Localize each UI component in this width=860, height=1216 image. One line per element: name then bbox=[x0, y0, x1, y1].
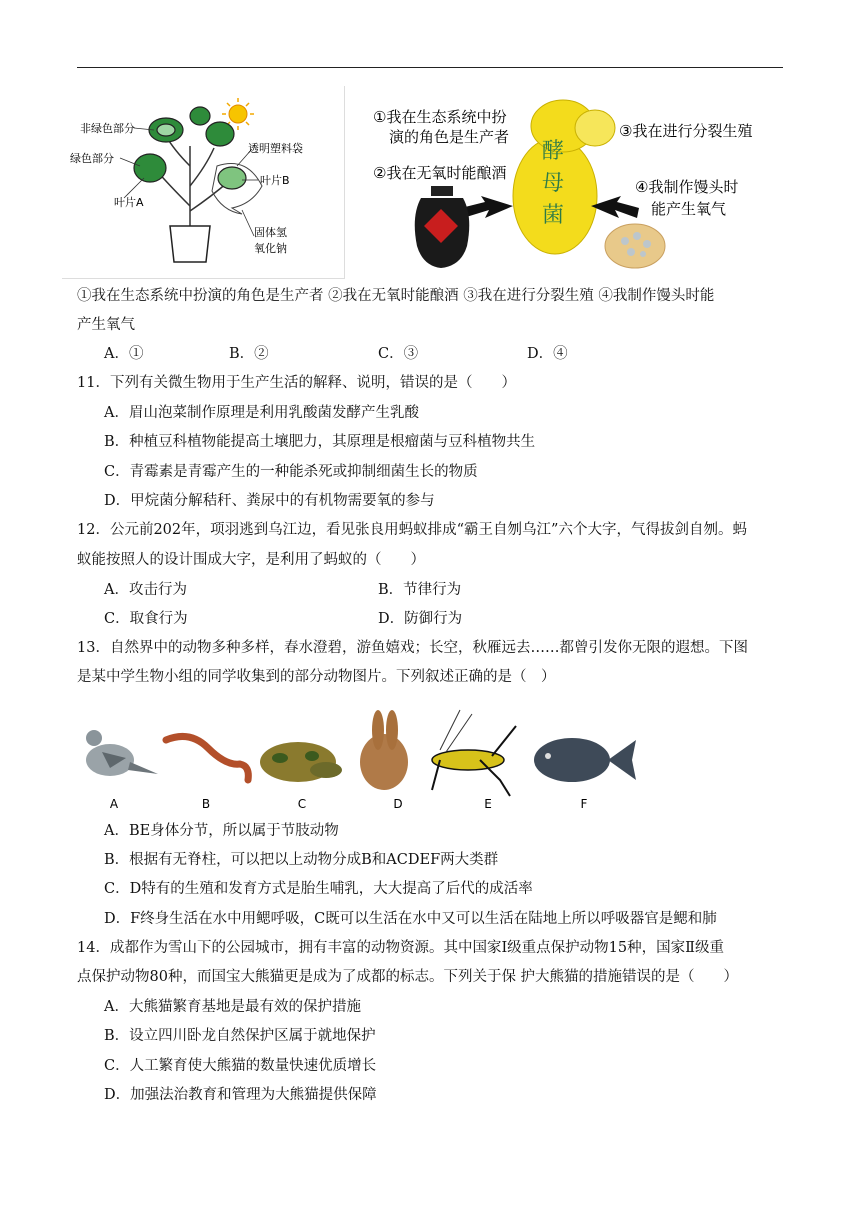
q11-option-a[interactable]: A．眉山泡菜制作原理是利用乳酸菌发酵产生乳酸 bbox=[104, 405, 419, 421]
animal-label-a: A bbox=[109, 797, 119, 811]
q13-option-a[interactable]: A．BE身体分节，所以属于节肢动物 bbox=[104, 823, 339, 839]
q14-stem-line1: 14．成都作为雪山下的公园城市，拥有丰富的动物资源。其中国家Ⅰ级重点保护动物15种，国家Ⅱ级重 bbox=[77, 940, 724, 956]
rabbit-icon bbox=[360, 710, 408, 790]
label-leafB: 叶片B bbox=[260, 174, 290, 187]
yeast-char-3: 菌 bbox=[541, 203, 565, 228]
q12-option-b[interactable]: B．节律行为 bbox=[378, 582, 462, 598]
yeast-char-2: 母 bbox=[541, 171, 565, 196]
yeast-statement-1b: 演的角色是生产者 bbox=[389, 128, 510, 146]
q10-statements-line1: ①我在生态系统中扮演的角色是生产者 ②我在无氧时能酿酒 ③我在进行分裂生殖 ④我制作馒头时能 bbox=[77, 288, 715, 304]
yeast-statement-3: ③我在进行分裂生殖 bbox=[619, 122, 753, 140]
header-rule bbox=[77, 67, 783, 68]
q11-stem: 11．下列有关微生物用于生产生活的解释、说明，错误的是（ ） bbox=[77, 375, 516, 391]
animal-label-b: B bbox=[201, 797, 211, 811]
q10-option-d[interactable]: D．④ bbox=[527, 346, 568, 362]
label-bag: 透明塑料袋 bbox=[248, 142, 303, 155]
fish-icon bbox=[534, 738, 636, 782]
steamed-bun-icon bbox=[605, 224, 665, 268]
q14-option-b[interactable]: B．设立四川卧龙自然保护区属于就地保护 bbox=[104, 1028, 376, 1044]
arrow-left-icon bbox=[461, 196, 513, 218]
yeast-statement-1a: ①我在生态系统中扮 bbox=[373, 108, 507, 126]
label-nongreen: 非绿色部分 bbox=[80, 122, 135, 135]
flower-pot bbox=[170, 226, 210, 262]
q12-option-d[interactable]: D．防御行为 bbox=[378, 611, 463, 627]
q10-statements-line2: 产生氧气 bbox=[77, 317, 135, 333]
q14-option-c[interactable]: C．人工繁育使大熊猫的数量快速优质增长 bbox=[104, 1058, 377, 1074]
label-naoh-2: 氧化钠 bbox=[254, 242, 287, 255]
grasshopper-icon bbox=[432, 710, 516, 796]
q13-option-c[interactable]: C．D特有的生殖和发育方式是胎生哺乳，大大提高了后代的成活率 bbox=[104, 881, 533, 897]
animal-label-f: F bbox=[580, 797, 588, 811]
q14-stem-line2: 点保护动物80种，而国宝大熊猫更是成为了成都的标志。下列关于保 护大熊猫的措施错误的是（ ） bbox=[77, 969, 739, 985]
q14-option-a[interactable]: A．大熊猫繁育基地是最有效的保护措施 bbox=[104, 999, 361, 1015]
arrow-right-icon bbox=[591, 196, 639, 218]
yeast-figure bbox=[345, 86, 785, 281]
animal-label-c: C bbox=[297, 797, 307, 811]
yeast-statement-4b: 能产生氧气 bbox=[651, 200, 727, 218]
animal-label-d: D bbox=[393, 797, 403, 811]
yeast-statement-2: ②我在无氧时能酿酒 bbox=[373, 164, 507, 182]
plant-experiment-figure bbox=[62, 86, 345, 279]
q12-option-c[interactable]: C．取食行为 bbox=[104, 611, 188, 627]
q14-option-d[interactable]: D．加强法治教育和管理为大熊猫提供保障 bbox=[104, 1087, 377, 1103]
pigeon-icon bbox=[86, 730, 158, 776]
q10-option-b[interactable]: B．② bbox=[229, 346, 269, 362]
q11-option-d[interactable]: D．甲烷菌分解秸秆、粪尿中的有机物需要氧的参与 bbox=[104, 493, 435, 509]
q13-option-d[interactable]: D．F终身生活在水中用鳃呼吸，C既可以生活在水中又可以生活在陆地上所以呼吸器官是鳃和肺 bbox=[104, 911, 717, 927]
q10-option-c[interactable]: C．③ bbox=[378, 346, 419, 362]
earthworm-icon bbox=[166, 736, 248, 780]
q10-option-a[interactable]: A．① bbox=[104, 346, 144, 362]
q11-option-b[interactable]: B．种植豆科植物能提高土壤肥力，其原理是根瘤菌与豆科植物共生 bbox=[104, 434, 536, 450]
label-green: 绿色部分 bbox=[70, 152, 114, 165]
plant-stem bbox=[156, 136, 228, 234]
animal-label-e: E bbox=[484, 797, 492, 811]
wine-jar-icon bbox=[415, 186, 470, 268]
q13-stem-line1: 13．自然界中的动物多种多样，春水澄碧，游鱼嬉戏；长空，秋雁远去……都曾引发你无限的遐想。下图 bbox=[77, 640, 748, 656]
animals-figure bbox=[80, 700, 645, 815]
q12-stem-line1: 12．公元前202年，项羽逃到乌江边，看见张良用蚂蚁排成“霸王自刎乌江”六个大字，气得拔剑自刎。蚂 bbox=[77, 522, 747, 538]
q12-option-a[interactable]: A．攻击行为 bbox=[104, 582, 187, 598]
q12-stem-line2: 蚁能按照人的设计围成大字，是利用了蚂蚁的（ ） bbox=[77, 552, 425, 568]
q13-stem-line2: 是某中学生物小组的同学收集到的部分动物图片。下列叙述正确的是（ ） bbox=[77, 669, 556, 685]
q11-option-c[interactable]: C．青霉素是青霉产生的一种能杀死或抑制细菌生长的物质 bbox=[104, 464, 478, 480]
q13-option-b[interactable]: B．根据有无脊柱，可以把以上动物分成B和ACDEF两大类群 bbox=[104, 852, 499, 868]
yeast-statement-4a: ④我制作馒头时 bbox=[635, 178, 739, 196]
frog-icon bbox=[260, 742, 342, 782]
label-leafA: 叶片A bbox=[114, 196, 144, 209]
label-naoh-1: 固体氢 bbox=[254, 226, 287, 239]
yeast-char-1: 酵 bbox=[541, 139, 565, 164]
